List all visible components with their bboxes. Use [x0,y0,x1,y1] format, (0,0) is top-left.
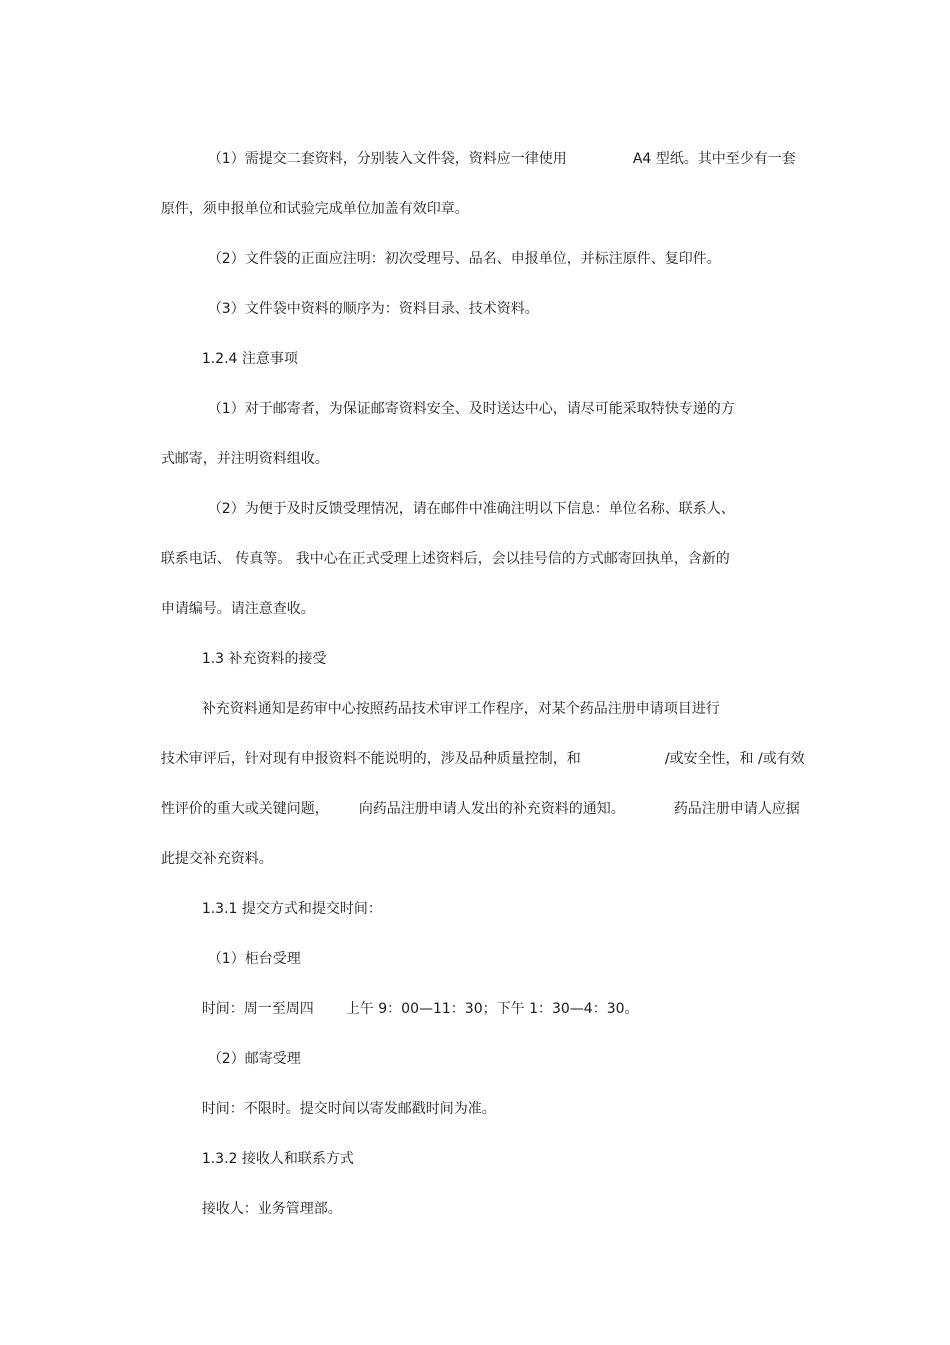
paragraph-line [184,982,314,1036]
text-segment: （1）需提交二套资料，分别装入文件袋，资料应一律使用 [207,151,567,167]
text-segment: 联系电话、 传真等。 我中心在正式受理上述资料后，会以挂号信的方式邮寄回执单，含新的 [160,551,730,567]
text-segment: 时间：不限时。提交时间以寄发邮戳时间为准。 [201,1101,496,1117]
paragraph-line [341,782,625,836]
paragraph-line [190,932,301,986]
text-segment: 式邮寄，并注明资料组收。 [160,451,329,467]
text-segment: （2）邮寄受理 [207,1051,301,1067]
text-segment: 上午 9：00—11：30；下午 1：30—4：30。 [345,1001,639,1017]
section-heading [184,1132,354,1186]
text-segment: 补充资料通知是药审中心按照药品技术审评工作程序，对某个药品注册申请项目进行 [201,701,720,717]
heading-text: 1.2.4 注意事项 [201,351,298,367]
text-segment: 向药品注册申请人发出的补充资料的通知。 [358,801,625,817]
text-segment: 此提交补充资料。 [160,851,273,867]
text-segment: （3）文件袋中资料的顺序为：资料目录、技术资料。 [207,301,539,317]
text-segment: 接收人：业务管理部。 [201,1201,342,1217]
paragraph-line [190,282,539,336]
paragraph-line [190,382,735,436]
text-segment: 时间：周一至周四 [201,1001,314,1017]
paragraph-line [184,682,720,736]
paragraph-line [143,532,730,586]
text-segment: （2）为便于及时反馈受理情况，请在邮件中准确注明以下信息：单位名称、联系人、 [207,501,735,517]
paragraph-line [143,582,315,636]
paragraph-line [143,432,329,486]
paragraph-line [184,1082,496,1136]
text-segment: 原件，须申报单位和试验完成单位加盖有效印章。 [160,201,469,217]
paragraph-line [190,1032,301,1086]
heading-text: 1.3.1 提交方式和提交时间： [201,901,382,917]
section-heading [184,332,298,386]
heading-text: 1.3 补充资料的接受 [201,651,327,667]
paragraph-line [143,782,329,836]
paragraph-line [184,1182,342,1236]
text-segment: /或安全性，和 /或有效 [664,751,805,767]
text-segment: 性评价的重大或关键问题， [160,801,329,817]
paragraph-line [615,132,796,186]
text-segment: （1）对于邮寄者，为保证邮寄资料安全、及时送达中心，请尽可能采取特快专递的方 [207,401,735,417]
heading-text: 1.3.2 接收人和联系方式 [201,1151,354,1167]
paragraph-line [190,482,735,536]
section-heading [184,882,382,936]
paragraph-line [656,782,800,836]
paragraph-line [647,732,805,786]
text-segment: （1）柜台受理 [207,951,301,967]
paragraph-line [328,982,639,1036]
paragraph-line [143,182,469,236]
paragraph-line [143,832,273,886]
text-segment: 药品注册申请人应据 [673,801,800,817]
text-segment: 技术审评后，针对现有申报资料不能说明的，涉及品种质量控制，和 [160,751,581,767]
paragraph-line [190,232,721,286]
text-segment: A4 型纸。其中至少有一套 [632,151,796,167]
text-segment: （2）文件袋的正面应注明：初次受理号、品名、申报单位，并标注原件、复印件。 [207,251,721,267]
text-segment: 申请编号。请注意查收。 [160,601,315,617]
section-heading [184,632,327,686]
paragraph-line [143,732,581,786]
paragraph-line [190,132,567,186]
